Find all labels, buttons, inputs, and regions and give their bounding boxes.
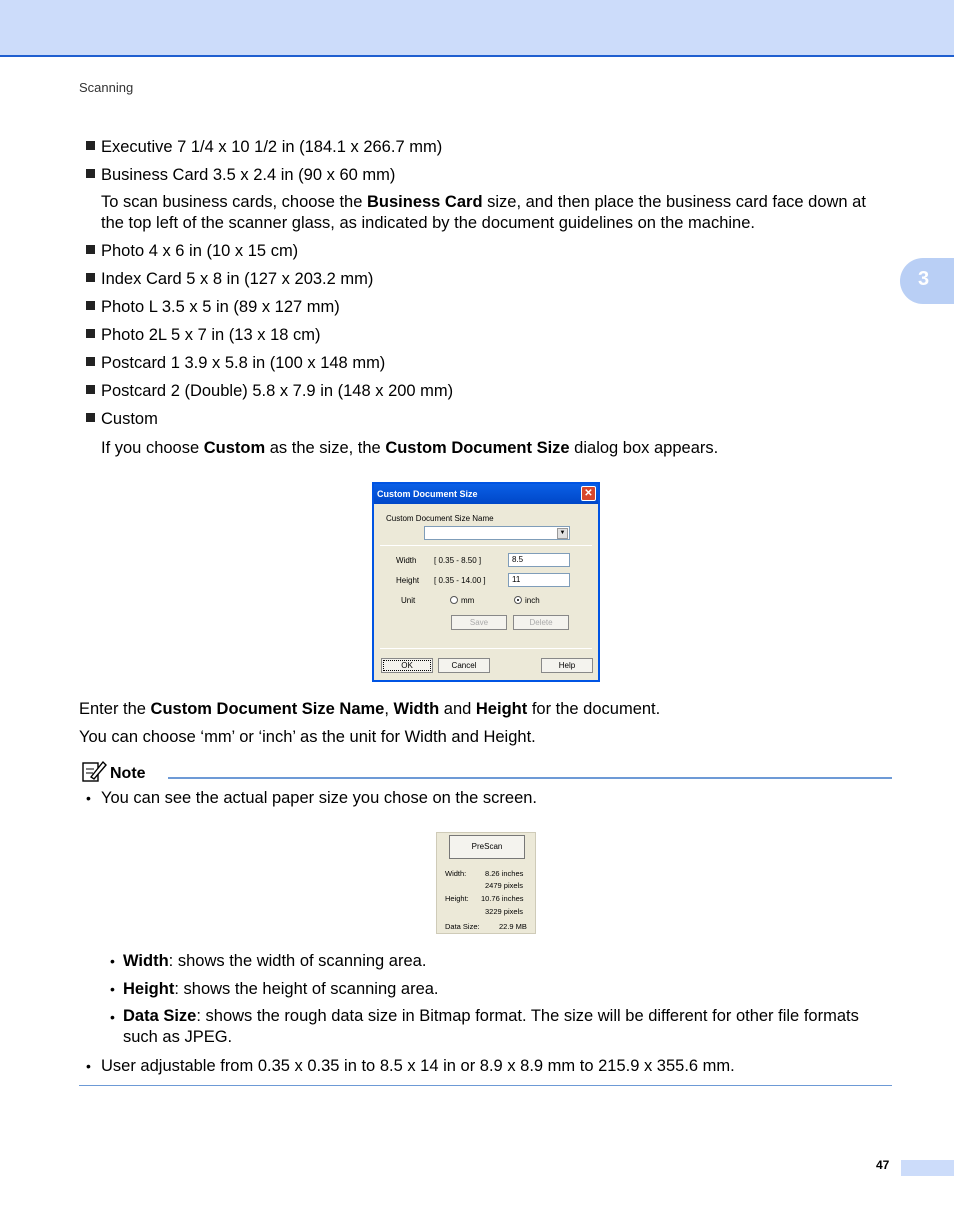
unit-mm-radio[interactable] (450, 596, 458, 604)
header-band (0, 0, 954, 57)
height-range: [ 0.35 - 14.00 ] (434, 576, 486, 585)
unit-mm-label: mm (461, 596, 475, 605)
close-icon[interactable]: ✕ (581, 486, 596, 501)
square-bullet-icon (86, 141, 95, 150)
note-label: Note (110, 765, 146, 782)
save-button[interactable]: Save (451, 615, 507, 630)
square-bullet-icon (86, 413, 95, 422)
width-inches: 8.26 inches (485, 869, 524, 878)
list-item: Photo L 3.5 x 5 in (89 x 127 mm) (101, 298, 340, 316)
list-item: Business Card 3.5 x 2.4 in (90 x 60 mm) (101, 166, 396, 184)
cancel-button[interactable]: Cancel (438, 658, 490, 673)
prescan-panel (436, 832, 536, 934)
square-bullet-icon (86, 273, 95, 282)
width-field[interactable]: 8.5 (508, 553, 570, 567)
ok-button[interactable]: OK (381, 658, 433, 673)
page-number: 47 (876, 1158, 890, 1172)
sub-bullet-height: Height: shows the height of scanning area. (123, 980, 439, 998)
square-bullet-icon (86, 357, 95, 366)
sub-bullet-width: Width: shows the width of scanning area. (123, 952, 427, 970)
square-bullet-icon (86, 385, 95, 394)
dot-bullet-icon: • (110, 953, 115, 969)
name-label: Custom Document Size Name (386, 514, 494, 523)
width-range: [ 0.35 - 8.50 ] (434, 556, 482, 565)
section-label: Scanning (79, 80, 134, 95)
prescan-button[interactable]: PreScan (449, 835, 525, 859)
footer-band (901, 1160, 954, 1176)
list-item: Index Card 5 x 8 in (127 x 203.2 mm) (101, 270, 374, 288)
dot-bullet-icon: • (110, 1009, 115, 1025)
custom-paragraph: If you choose Custom as the size, the Custom Document Size dialog box appears. (101, 439, 719, 457)
dialog-title: Custom Document Size (377, 489, 478, 499)
height-inches: 10.76 inches (481, 894, 524, 903)
chapter-tab (900, 258, 954, 304)
note-pencil-icon (81, 760, 107, 782)
list-item: Photo 2L 5 x 7 in (13 x 18 cm) (101, 326, 321, 344)
width-pixels: 2479 pixels (485, 881, 523, 890)
dot-bullet-icon: • (86, 790, 91, 806)
note-bullet: You can see the actual paper size you chose on the screen. (101, 789, 538, 807)
custom-document-size-dialog (372, 482, 600, 682)
unit-label: Unit (401, 596, 416, 605)
unit-inch-label: inch (525, 596, 540, 605)
width-label: Width (396, 556, 417, 565)
list-item: Photo 4 x 6 in (10 x 15 cm) (101, 242, 299, 260)
dot-bullet-icon: • (110, 981, 115, 997)
height-label: Height: (445, 894, 469, 903)
note-divider (168, 777, 892, 779)
square-bullet-icon (86, 301, 95, 310)
square-bullet-icon (86, 329, 95, 338)
list-item: Postcard 2 (Double) 5.8 x 7.9 in (148 x 200 mm) (101, 382, 454, 400)
square-bullet-icon (86, 245, 95, 254)
width-label: Width: (445, 869, 467, 878)
unit-paragraph: You can choose ‘mm’ or ‘inch’ as the unit for Width and Height. (79, 728, 536, 746)
height-field[interactable]: 11 (508, 573, 570, 587)
help-button[interactable]: Help (541, 658, 593, 673)
list-item: Postcard 1 3.9 x 5.8 in (100 x 148 mm) (101, 354, 386, 372)
sub-bullet-datasize: Data Size: shows the rough data size in Bitmap format. The size will be different for other file formats such as JPEG. (123, 1007, 859, 1046)
dialog-titlebar (374, 484, 598, 504)
height-pixels: 3229 pixels (485, 907, 523, 916)
chapter-number: 3 (918, 268, 930, 290)
enter-paragraph: Enter the Custom Document Size Name, Width and Height for the document. (79, 700, 661, 718)
business-card-paragraph: To scan business cards, choose the Business Card size, and then place the business card face down at the top left of the scanner glass, as indicated by the document guidelines on the machine. (101, 193, 866, 232)
delete-button[interactable]: Delete (513, 615, 569, 630)
name-combobox[interactable] (424, 526, 570, 540)
divider (380, 545, 592, 546)
dot-bullet-icon: • (86, 1058, 91, 1074)
square-bullet-icon (86, 169, 95, 178)
note-end-divider (79, 1085, 892, 1086)
chevron-down-icon[interactable]: ▼ (557, 528, 568, 539)
datasize-label: Data Size: (445, 922, 480, 931)
unit-inch-radio[interactable] (514, 596, 522, 604)
datasize-value: 22.9 MB (499, 922, 527, 931)
divider (380, 648, 592, 649)
list-item: Executive 7 1/4 x 10 1/2 in (184.1 x 266.7 mm) (101, 138, 443, 156)
height-label: Height (396, 576, 420, 585)
note-bullet: User adjustable from 0.35 x 0.35 in to 8.5 x 14 in or 8.9 x 8.9 mm to 215.9 x 355.6 mm. (101, 1057, 735, 1075)
list-item: Custom (101, 410, 158, 428)
